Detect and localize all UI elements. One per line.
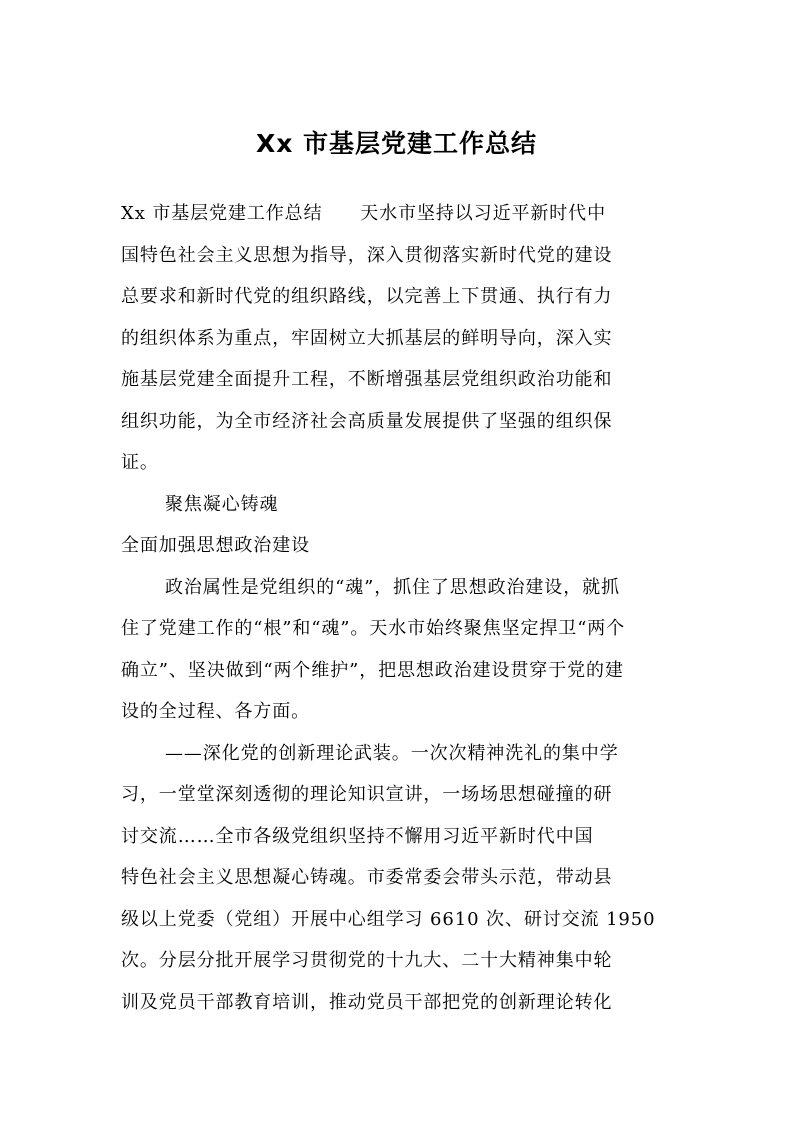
document-body [121, 193, 676, 1023]
body-line: 国特色社会主义思想为指导，深入贯彻落实新时代党的建设 [121, 244, 613, 266]
body-line: 住了党建工作的“根”和“魂”。天水市始终聚焦坚定捍卫“两个 [121, 618, 626, 639]
body-line: 确立”、坚决做到“两个维护”，把思想政治建设贯穿于党的建 [121, 659, 624, 681]
body-line: 施基层党建全面提升工程，不断增强基层党组织政治功能和 [121, 369, 613, 390]
body-line: 训及党员干部教育培训，推动党员干部把党的创新理论转化 [121, 991, 613, 1013]
body-line: 次。分层分批开展学习贯彻党的十九大、二十大精神集中轮 [121, 950, 613, 971]
body-line: 习，一堂堂深刻透彻的理论知识宣讲，一场场思想碰撞的研 [121, 784, 613, 805]
body-line: 组织功能，为全市经济社会高质量发展提供了坚强的组织保 [121, 410, 613, 432]
body-line: 特色社会主义思想凝心铸魂。市委常委会带头示范，带动县 [121, 867, 613, 888]
body-line: Xx 市基层党建工作总结 天水市坚持以习近平新时代中 [121, 203, 606, 224]
document-title: Xx 市基层党建工作总结 [255, 129, 538, 158]
body-line: 全面加强思想政治建设 [121, 535, 310, 556]
body-line: 级以上党委（党组）开展中心组学习 6610 次、研讨交流 1950 [121, 908, 656, 930]
body-line: 政治属性是党组织的“魂”，抓住了思想政治建设，就抓 [165, 576, 620, 598]
body-line: ——深化党的创新理论武装。一次次精神洗礼的集中学 [165, 742, 619, 764]
body-line: 的组织体系为重点，牢固树立大抓基层的鲜明导向，深入实 [121, 327, 613, 349]
body-line: 证。 [121, 452, 159, 473]
body-line: 聚焦凝心铸魂 [165, 493, 279, 515]
body-line: 总要求和新时代党的组织路线，以完善上下贯通、执行有力 [121, 286, 613, 307]
body-line: 讨交流……全市各级党组织坚持不懈用习近平新时代中国 [121, 825, 594, 847]
body-line: 设的全过程、各方面。 [121, 701, 310, 722]
